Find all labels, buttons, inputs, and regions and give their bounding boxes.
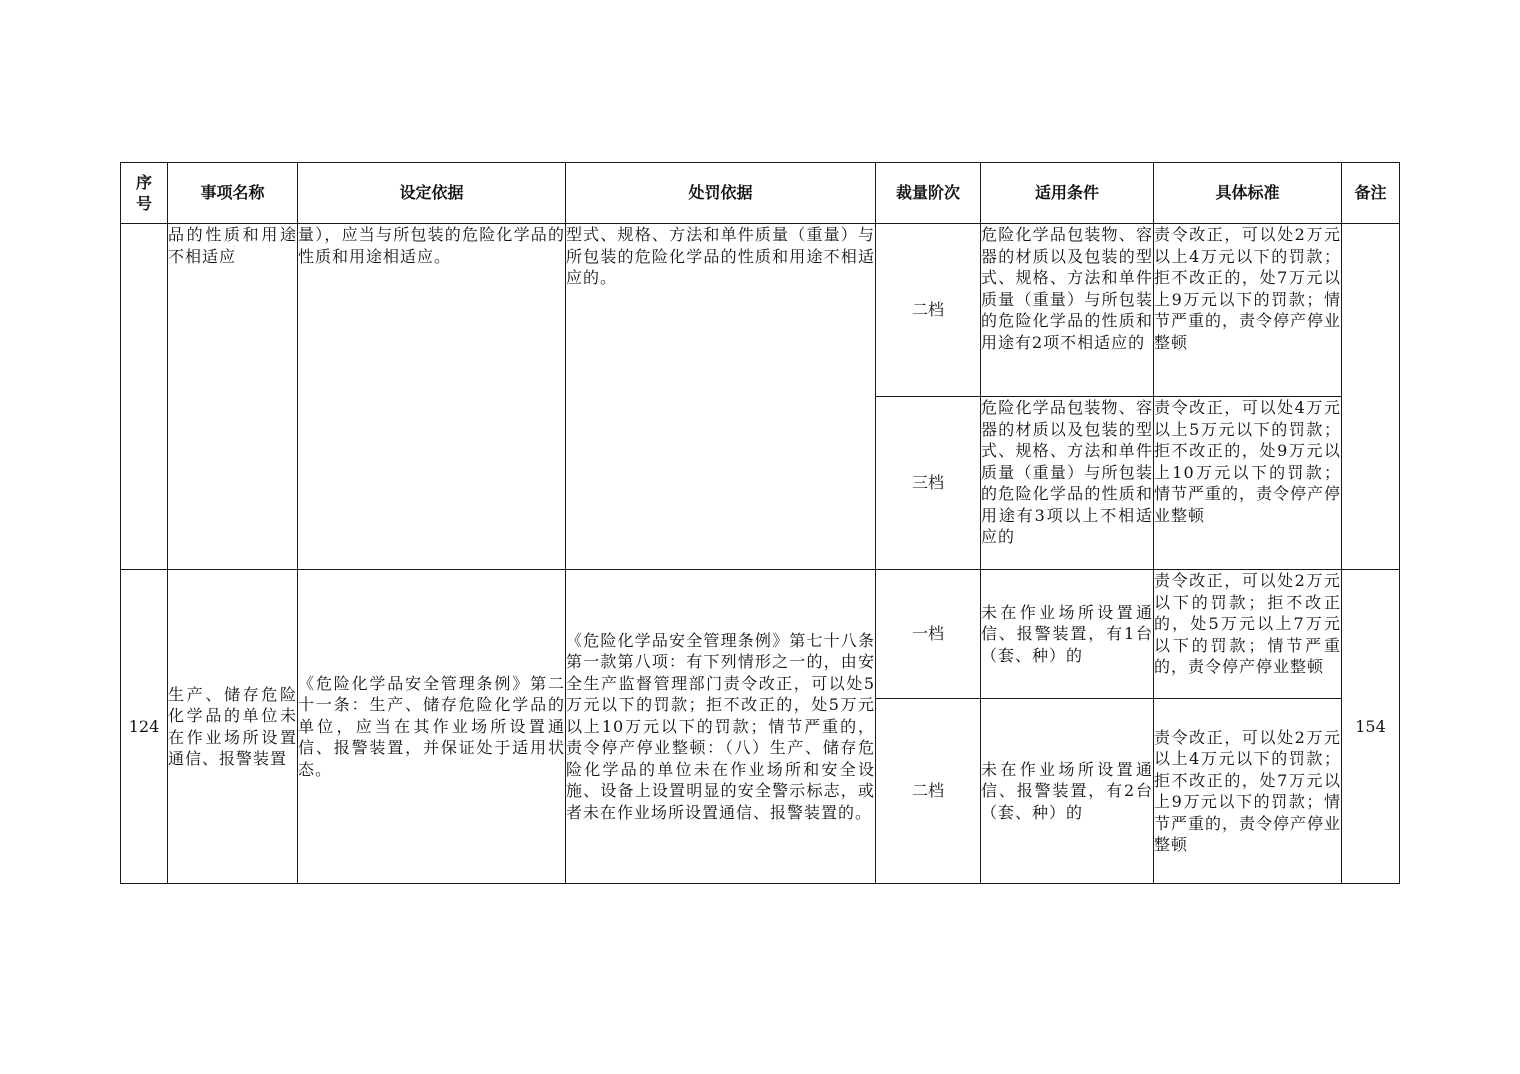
table-header-row [121,163,1400,224]
item-name-cell: 品的性质和用途不相适应 [168,224,298,570]
header-name: 事项名称 [168,163,298,224]
header-note: 备注 [1342,163,1400,224]
header-penalty: 处罚依据 [566,163,876,224]
header-level: 裁量阶次 [876,163,981,224]
standard-cell: 责令改正，可以处2万元以上4万元以下的罚款；拒不改正的，处7万元以上9万元以下的罚款；情节严重的，责令停产停业整顿 [1154,699,1342,884]
header-basis: 设定依据 [298,163,566,224]
penalty-cell: 型式、规格、方法和单件质量（重量）与所包装的危险化学品的性质和用途不相适应的。 [566,224,876,570]
seq-cell [121,224,168,570]
penalty-cell: 《危险化学品安全管理条例》第七十八条第一款第八项：有下列情形之一的，由安全生产监督管理部门责令改正，可以处5万元以下的罚款；拒不改正的，处5万元以上10万元以下的罚款；情节严重的，责令停产停业整顿：（八）生产、储存危险化学品的单位未在作业场所和安全设施、设备上设置明显的安全警示标志，或者未在作业场所设置通信、报警装置的。 [566,570,876,884]
header-seq: 序号 [121,163,168,224]
item-name-cell: 生产、储存危险化学品的单位未在作业场所设置通信、报警装置 [168,570,298,884]
condition-cell: 未在作业场所设置通信、报警装置，有2台（套、种）的 [981,699,1154,884]
level-cell: 三档 [876,397,981,570]
header-standard: 具体标准 [1154,163,1342,224]
seq-cell: 124 [121,570,168,884]
condition-cell: 危险化学品包装物、容器的材质以及包装的型式、规格、方法和单件质量（重量）与所包装的危险化学品的性质和用途有2项不相适应的 [981,224,1154,397]
basis-cell: 《危险化学品安全管理条例》第二十一条：生产、储存危险化学品的单位，应当在其作业场所设置通信、报警装置，并保证处于适用状态。 [298,570,566,884]
penalty-discretion-table [120,162,1400,884]
level-cell: 二档 [876,699,981,884]
condition-cell: 危险化学品包装物、容器的材质以及包装的型式、规格、方法和单件质量（重量）与所包装的危险化学品的性质和用途有3项以上不相适应的 [981,397,1154,570]
level-cell: 一档 [876,570,981,699]
note-cell: 154 [1342,570,1400,884]
level-cell: 二档 [876,224,981,397]
condition-cell: 未在作业场所设置通信、报警装置，有1台（套、种）的 [981,570,1154,699]
note-cell [1342,224,1400,570]
table-row [121,570,1400,699]
standard-cell: 责令改正，可以处2万元以下的罚款；拒不改正的，处5万元以上7万元以下的罚款；情节严重的，责令停产停业整顿 [1154,570,1342,699]
standard-cell: 责令改正，可以处4万元以上5万元以下的罚款；拒不改正的，处9万元以上10万元以下的罚款；情节严重的，责令停产停业整顿 [1154,397,1342,570]
table-row [121,224,1400,397]
basis-cell: 量），应当与所包装的危险化学品的性质和用途相适应。 [298,224,566,570]
header-condition: 适用条件 [981,163,1154,224]
standard-cell: 责令改正，可以处2万元以上4万元以下的罚款；拒不改正的，处7万元以上9万元以下的罚款；情节严重的，责令停产停业整顿 [1154,224,1342,397]
